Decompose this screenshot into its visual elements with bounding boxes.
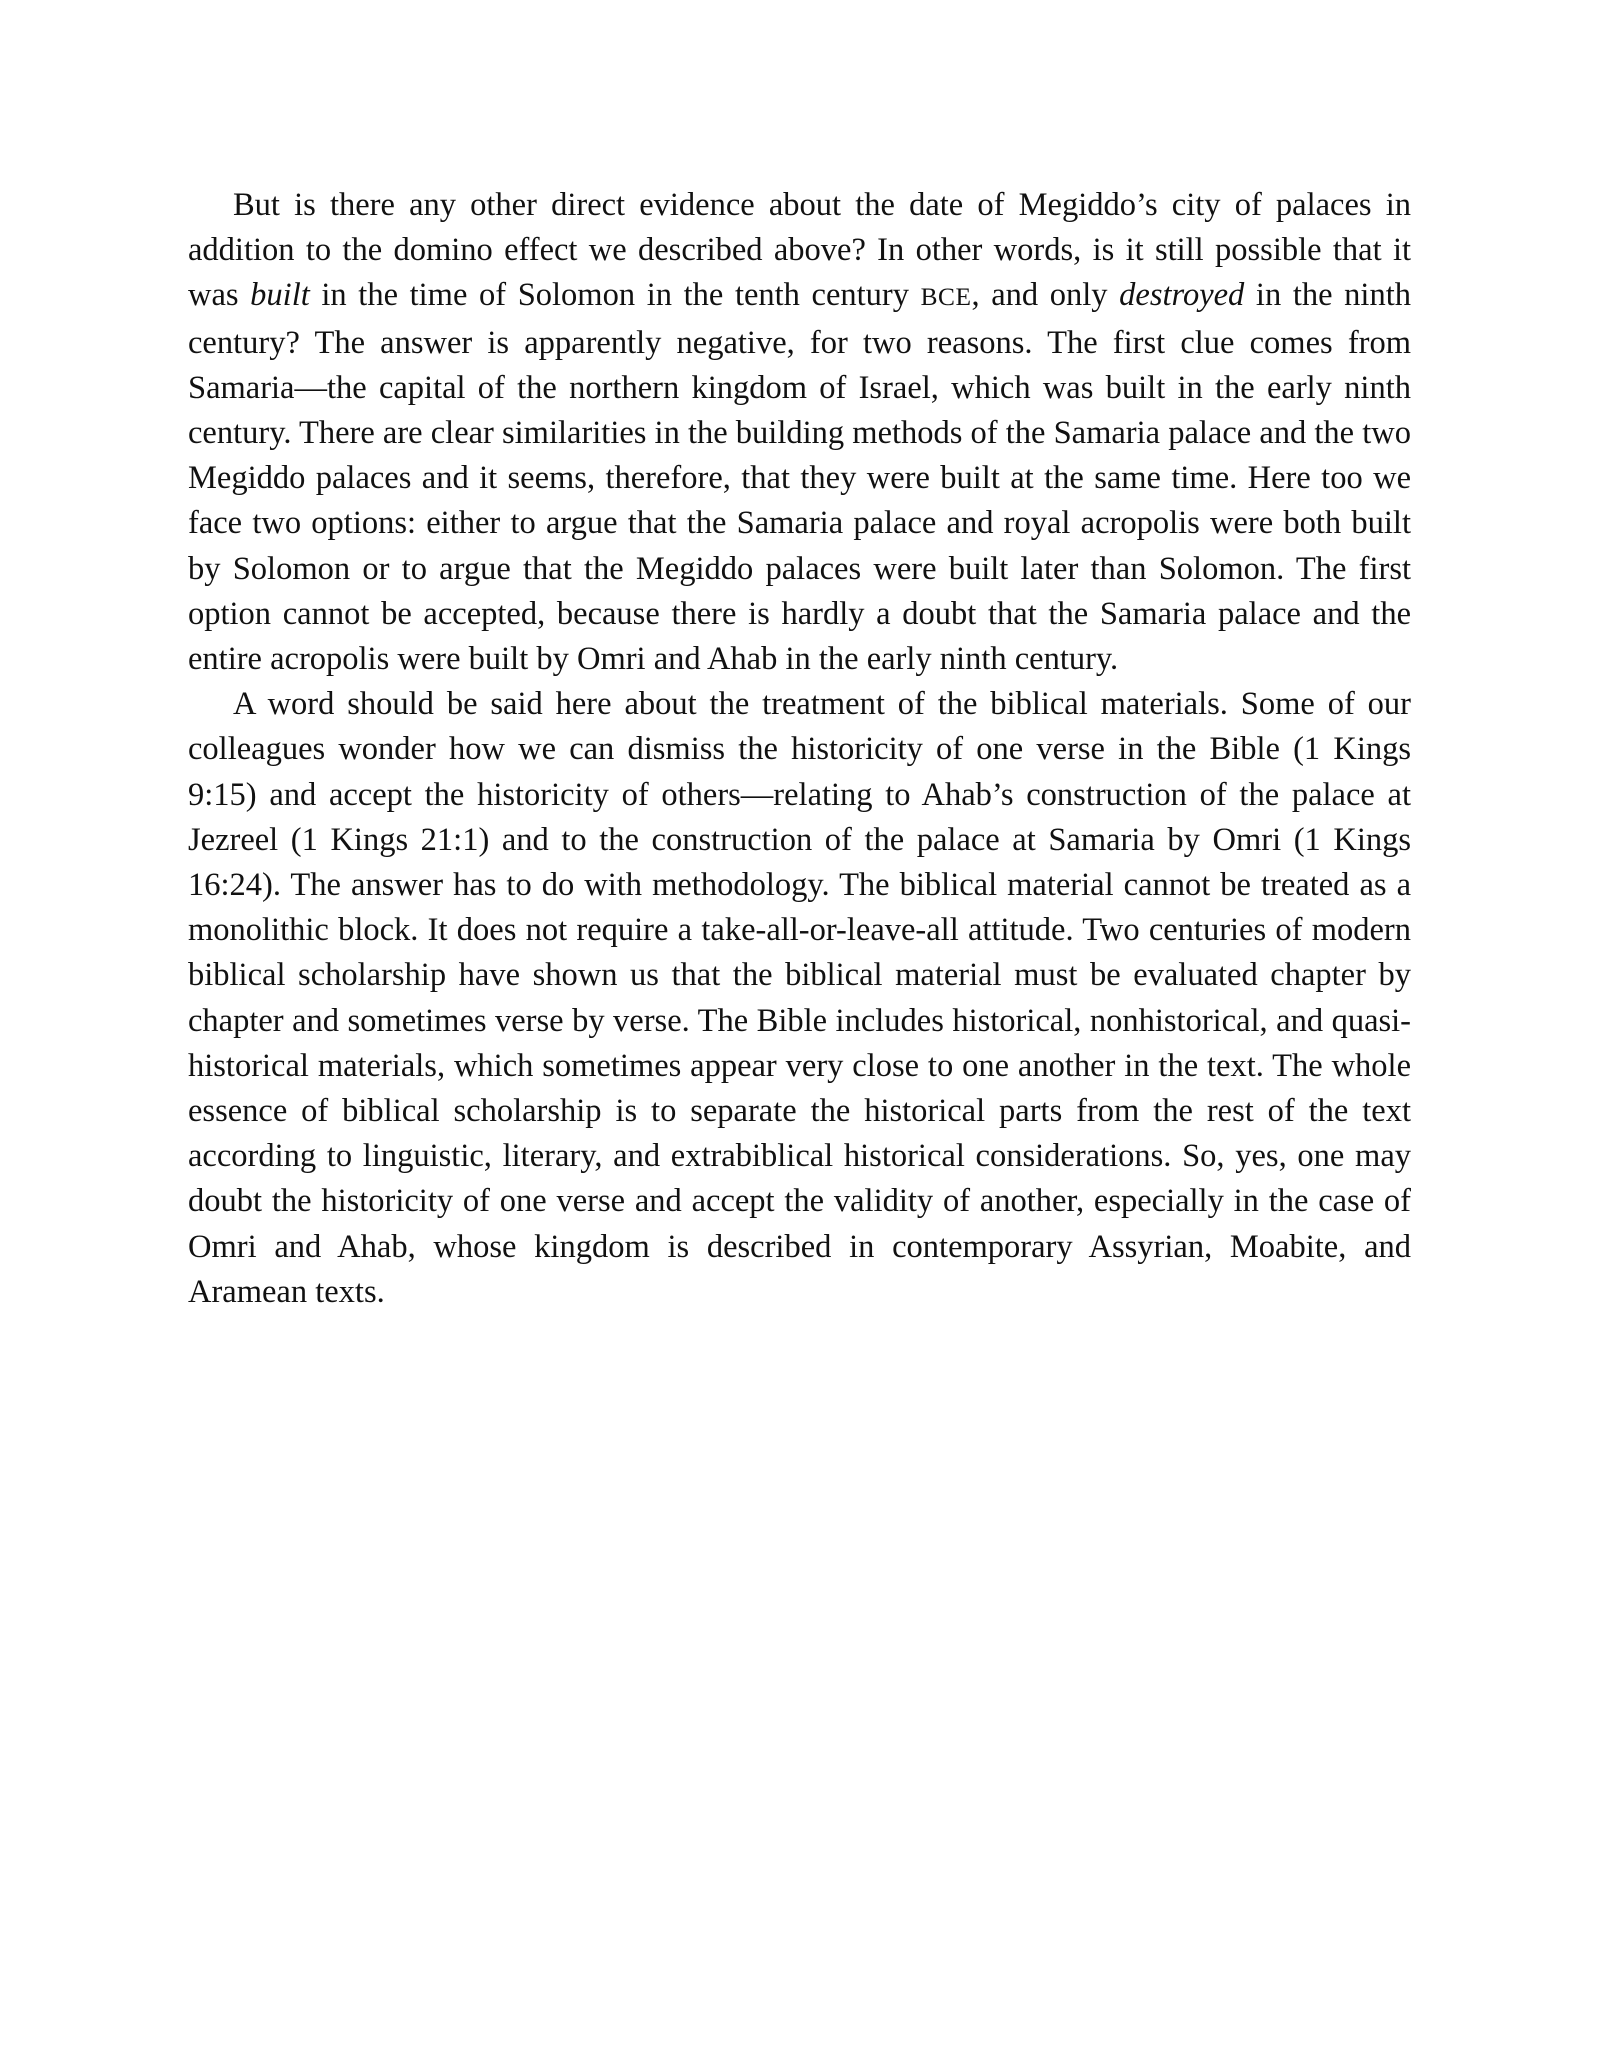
paragraph-1 — [188, 183, 1411, 682]
paragraph-text: But is there any other direct evidence about the date of Megiddo’s city of palaces in addition to the domino effect we described above? In other words, is it still possible that it was — [188, 187, 1411, 314]
era-abbreviation: BCE — [920, 283, 972, 312]
paragraph-text: in the ninth century? The answer is apparently negative, for two reasons. The first clue comes from Samaria—the capital of the northern kingdom of Israel, which was built in the early ninth century. There are clear similarities in the building methods of the Samaria palace and the two Megiddo palaces and it seems, therefore, that they were built at the same time. Here too we face two options: either to argue that the Samaria palace and royal acropolis were both built by Solomon or to argue that the Megiddo palaces were built later than Solomon. The first option cannot be accepted, because there is hardly a doubt that the Samaria palace and the entire acropolis were built by Omri and Ahab in the early ninth century. — [188, 277, 1411, 678]
paragraph-text: , and only — [971, 277, 1120, 314]
paragraph-2 — [188, 682, 1411, 1315]
emphasis-destroyed: destroyed — [1119, 277, 1245, 314]
document-page — [188, 183, 1411, 1315]
paragraph-text: A word should be said here about the treatment of the biblical materials. Some of our colleagues wonder how we can dismiss the historicity of one verse in the Bible (1 Kings 9:15) and accept the historicity of others—relating to Ahab’s construction of the palace at Jezreel (1 Kings 21:1) and to the construction of the palace at Samaria by Omri (1 Kings 16:24). The answer has to do with methodology. The biblical material cannot be treated as a monolithic block. It does not require a take-all-or-leave-all attitude. Two centuries of modern biblical scholarship have shown us that the biblical material must be evaluated chapter by chapter and sometimes verse by verse. The Bible includes historical, nonhistorical, and quasi-historical materials, which sometimes appear very close to one another in the text. The whole essence of biblical scholarship is to separate the historical parts from the rest of the text according to linguistic, literary, and extrabiblical historical considerations. So, yes, one may doubt the historicity of one verse and accept the validity of another, especially in the case of Omri and Ahab, whose kingdom is described in contemporary Assyrian, Moabite, and Aramean texts. — [188, 686, 1411, 1310]
paragraph-text: in the time of Solomon in the tenth century — [309, 277, 921, 314]
emphasis-built: built — [250, 277, 310, 314]
